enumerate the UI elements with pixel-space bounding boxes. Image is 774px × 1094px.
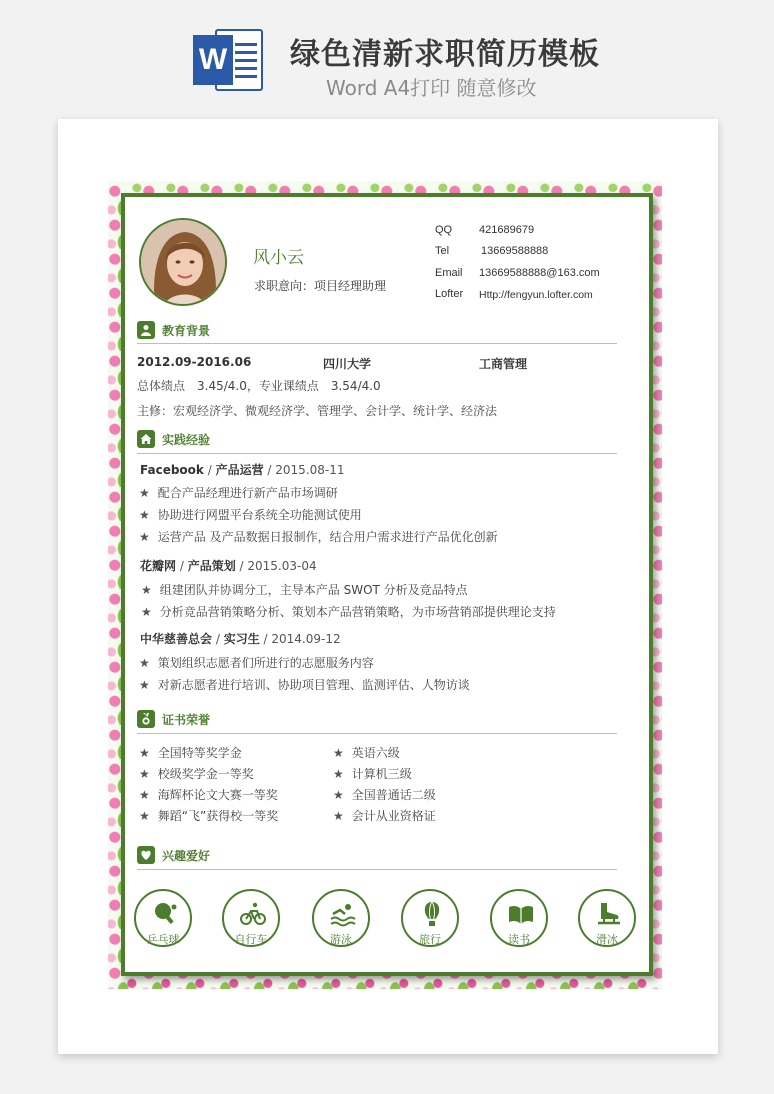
contact-value-email: 13669588888@163.com [479,267,600,279]
divider [137,453,617,454]
job-role: 实习生 [223,632,260,646]
edu-period: 2012.09-2016.06 [137,355,252,369]
list-item: ★ 配合产品经理进行新产品市场调研 [139,486,338,500]
edu-gpa: 总体绩点 3.45/4.0，专业课绩点 3.54/4.0 [137,379,381,393]
job-date: / 2015.08-11 [267,463,345,477]
divider [137,733,617,734]
section-title: 教育背景 [162,323,211,338]
list-item: ★ 运营产品 及产品数据日报制作，结合用户需求进行产品优化创新 [139,530,498,544]
ice-skate-icon [595,900,623,928]
section-title: 实践经验 [162,432,211,447]
job-header: 花瓣网 / 产品策划 / 2015.03-04 [140,559,317,573]
list-item: ★ 分析竞品营销策略分析、策划本产品营销策略，为市场营销部提供理论支持 [141,605,556,619]
edu-school: 四川大学 [323,357,372,371]
word-logo-letter: W [193,35,233,85]
hobby-cycling: 自行车 [222,889,280,947]
list-item: ★ 会计从业资格证 [333,809,436,823]
heart-icon [137,846,155,864]
person-icon [137,321,155,339]
home-icon [137,430,155,448]
list-item: ★ 协助进行网盟平台系统全功能测试使用 [139,508,362,522]
ping-pong-icon [151,900,179,928]
contact-value-qq: 421689679 [479,224,535,236]
hot-air-balloon-icon [418,900,446,928]
list-item: ★ 组建团队并协调分工，主导本产品 SWOT 分析及竞品特点 [141,583,468,597]
contact-label-tel: Tel [435,245,450,257]
divider [137,343,617,344]
job-role: 产品运营 [215,463,264,477]
avatar [139,218,227,306]
section-title: 兴趣爱好 [162,848,211,863]
page-subtitle: Word A4打印 随意修改 [326,76,537,100]
list-item: ★ 全国普通话二级 [333,788,436,802]
book-icon [507,900,535,928]
job-org: Facebook [140,463,204,477]
medal-icon [137,710,155,728]
bicycle-icon [239,900,267,928]
section-certificates [137,709,210,729]
job-org: 花瓣网 [140,559,177,573]
page-title: 绿色清新求职简历模板 [290,37,600,72]
word-icon [193,25,265,95]
job-header: 中华慈善总会 / 实习生 / 2014.09-12 [140,632,341,646]
list-item: ★ 全国特等奖学金 [139,746,242,760]
job-header: Facebook / 产品运营 / 2015.08-11 [140,463,345,477]
edu-courses: 主修：宏观经济学、微观经济学、管理学、会计学、统计学、经济法 [137,404,498,418]
list-item: ★ 舞蹈“飞”获得校一等奖 [139,809,279,823]
list-item: ★ 校级奖学金一等奖 [139,767,254,781]
job-date: / 2014.09-12 [263,632,341,646]
contact-label-qq: QQ [435,224,453,236]
contact-label-email: Email [435,267,463,279]
section-hobbies [137,845,210,865]
hobby-reading: 读书 [490,889,548,947]
edu-major: 工商管理 [479,357,528,371]
section-experience [137,429,210,449]
list-item: ★ 英语六级 [333,746,400,760]
hobby-swimming: 游泳 [312,889,370,947]
hobby-ping-pong: 乒乓球 [134,889,192,947]
job-date: / 2015.03-04 [239,559,317,573]
candidate-name: 风小云 [253,248,304,268]
list-item: ★ 计算机三级 [333,767,412,781]
job-role: 产品策划 [187,559,236,573]
job-intent: 求职意向：项目经理助理 [254,279,387,293]
hobby-travel: 旅行 [401,889,459,947]
contact-label-lofter: Lofter [435,288,464,300]
list-item: ★ 策划组织志愿者们所进行的志愿服务内容 [139,656,374,670]
hobby-skating: 滑冰 [578,889,636,947]
section-education [137,320,210,340]
contact-value-lofter: Http://fengyun.lofter.com [479,289,593,301]
swimming-icon [329,900,357,928]
contact-value-tel: 13669588888 [481,245,549,257]
list-item: ★ 海辉杯论文大赛一等奖 [139,788,278,802]
list-item: ★ 对新志愿者进行培训、协助项目管理、监测评估、人物访谈 [139,678,470,692]
divider [137,869,617,870]
section-title: 证书荣誉 [162,712,211,727]
job-org: 中华慈善总会 [140,632,213,646]
